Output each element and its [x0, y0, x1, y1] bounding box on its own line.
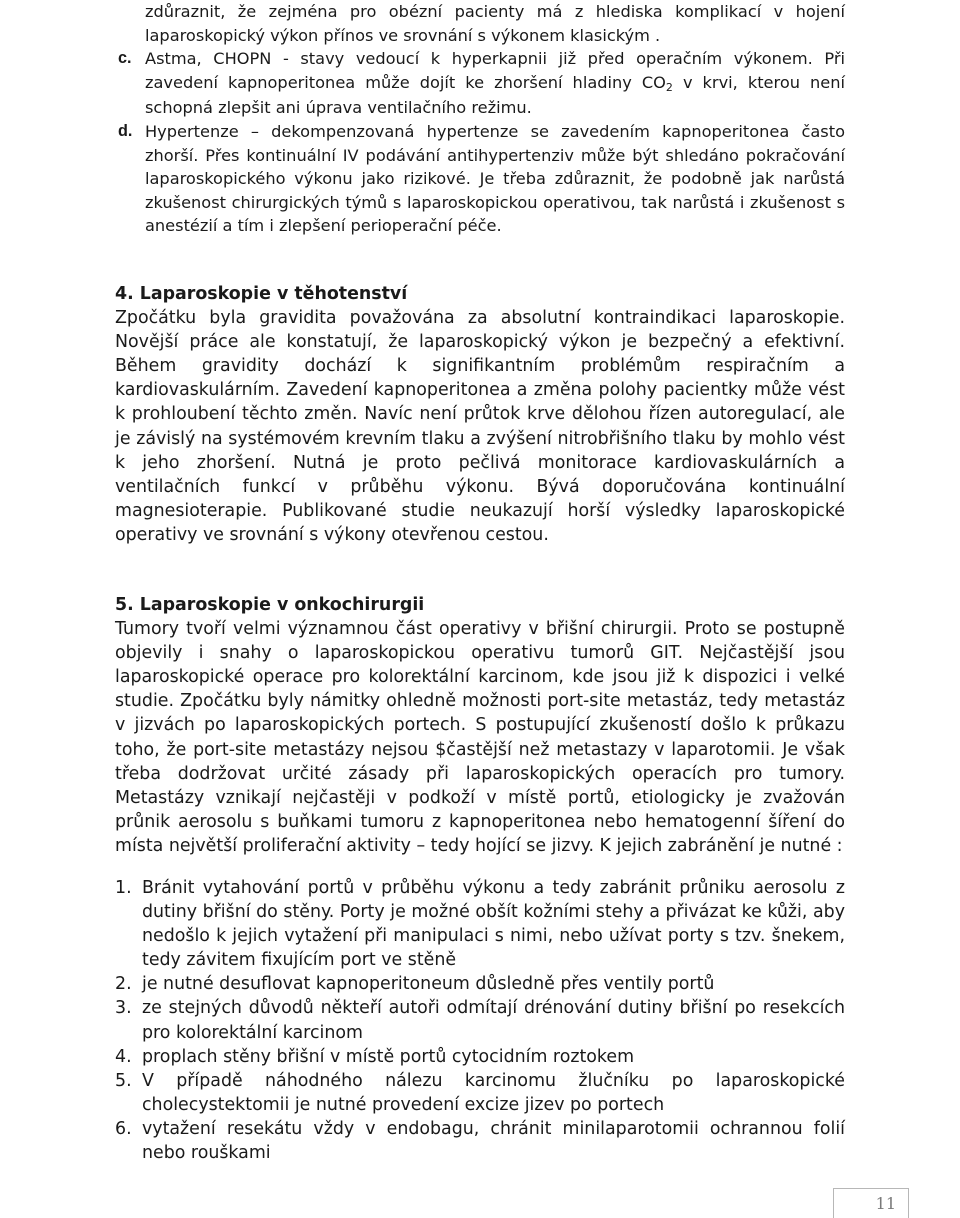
list-item: 2. je nutné desuflovat kapnoperitoneum důsledně přes ventily portů	[115, 974, 715, 995]
upper-text-block	[118, 0, 845, 238]
section-heading: 5. Laparoskopie v onkochirurgii	[115, 595, 425, 615]
subscript: 2	[665, 80, 673, 94]
section-heading: 4. Laparoskopie v těhotenství	[115, 284, 408, 304]
section-paragraph: Tumory tvoří velmi významnou část operativy v břišní chirurgii. Proto se postupně objevily i snahy o laparoskopickou operativu tumorů GIT. Nejčastější jsou laparoskopické operace pro kolorektální karcinom, kde jsou již k dispozici i velké studie. Zpočátku byly námitky ohledně možnosti port-site metastáz, tedy metastáz v jizvách po laparoskopických portech. S postupující zkušeností došlo k průkazu toho, že port-site metastázy nejsou $častější než metastazy v laparotomii. Je však třeba dodržovat určité zásady při laparoskopických operacích pro tumory. Metastázy vznikají nejčastěji v podkoží v místě portů, etiologicky je zvažován průnik aerosolu s buňkami tumoru z kapnoperitonea nebo hematogenní šíření do místa největší proliferační aktivity – tedy hojící se jizvy. K jejich zabránění je nutné :	[115, 619, 845, 856]
page-number: 11	[875, 1194, 896, 1213]
section-paragraph: Zpočátku byla gravidita považována za absolutní kontraindikaci laparoskopie. Novější práce ale konstatují, že laparoskopický výkon je bezpečný a efektivní. Během gravidity dochází k signifikantním problémům respiračním a kardiovaskulárním. Zavedení kapnoperitonea a změna polohy pacientky může vést k prohloubení těchto změn. Navíc není průtok krve dělohou řízen autoregulací, ale je závislý na systémovém krevním tlaku a zvýšení nitrobřišního tlaku by mohlo vést k jeho zhoršení. Nutná je proto pečlivá monitorace kardiovaskulárních a ventilačních funkcí v průběhu výkonu. Bývá doporučována kontinuální magnesioterapie. Publikované studie neukazují horší výsledky laparoskopické operativy ve srovnání s výkony otevřenou cestou.	[115, 308, 845, 545]
list-item: 4. proplach stěny břišní v místě portů cytocidním roztokem	[115, 1046, 635, 1067]
section-pregnancy	[115, 282, 845, 547]
list-item: 6. vytažení resekátu vždy v endobagu, chránit minilaparotomii ochrannou folií nebo rouškami	[115, 1118, 845, 1164]
item-d-text: Hypertenze – dekompenzovaná hypertenze se zavedením kapnoperitonea často zhorší. Přes kontinuální IV podávání antihypertenziv může být shledáno pokračování laparoskopického výkonu jako rizikové. Je třeba zdůraznit, že podobně jak narůstá zkušenost chirurgických týmů s laparoskopickou operativou, tak narůstá i zkušenost s anestézií a tím i zlepšení perioperační péče.	[145, 121, 845, 236]
item-marker-c: c.	[118, 49, 132, 68]
item-c-text: Astma, CHOPN - stavy vedoucí k hyperkapnii již před operačním výkonem. Při zavedení kapnoperitonea může dojít ke zhoršení hladiny CO2 v krvi, kterou není schopná zlepšit ani úprava ventilačního režimu.	[145, 49, 845, 118]
list-item-c	[118, 47, 845, 120]
intro-paragraph: zdůraznit, že zejména pro obézní pacienty má z hlediska komplikací v hojení laparoskopický výkon přínos ve srovnání s výkonem klasickým .	[145, 2, 845, 45]
list-item: 1. Bránit vytahování portů v průběhu výkonu a tedy zabránit průniku aerosolu z dutiny břišní do stěny. Porty je možné obšít kožními stehy a přivázat ke kůži, aby nedošlo k jejich vytažení při manipulaci s nimi, nebo užívat porty s tzv. šnekem, tedy závitem fixujícím port ve stěně	[115, 878, 845, 971]
list-item: 3. ze stejných důvodů někteří autoři odmítají drénování dutiny břišní po resekcích pro kolorektální karcinom	[115, 998, 845, 1043]
numbered-list	[115, 876, 845, 1165]
page-number-box	[833, 1188, 909, 1218]
item-marker-d: d.	[118, 121, 133, 140]
list-item: 5. V případě náhodného nálezu karcinomu žlučníku po laparoskopické cholecystektomii je nutné provedení excize jizev po portech	[115, 1070, 845, 1115]
section-oncosurgery	[115, 593, 845, 858]
list-item-d	[118, 120, 845, 238]
